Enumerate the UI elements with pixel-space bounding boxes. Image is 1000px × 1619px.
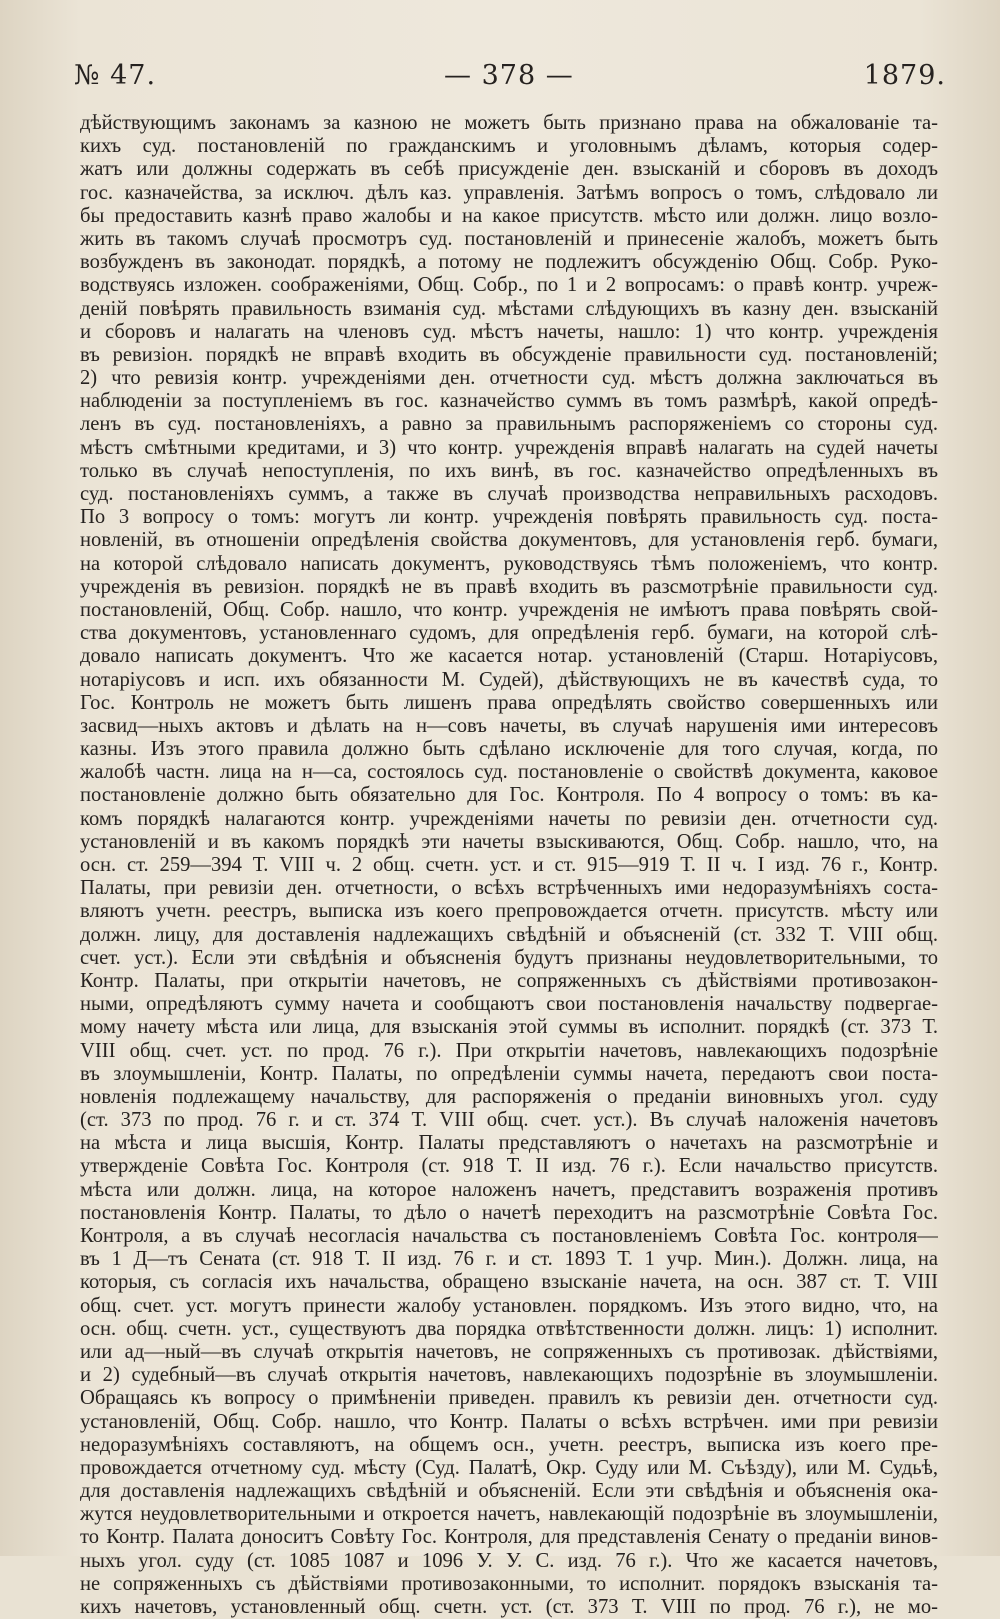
text-line: вляютъ учетн. реестръ, выписка изъ коего препровождается отчетн. присутств. мѣсту или: [80, 900, 938, 923]
text-line: установленій и въ какомъ порядкѣ эти начеты взыскиваются, Общ. Собр. нашло, что, на: [80, 830, 938, 853]
text-line: кихъ суд. постановленій по гражданскимъ и уголовнымъ дѣламъ, которыя содер-: [80, 135, 938, 158]
text-line: нотаріусовъ и исп. ихъ обязанности М. Судей), дѣйствующихъ не въ качествѣ суда, то: [80, 668, 938, 691]
body-text: [80, 112, 938, 1619]
text-line: то Контр. Палата доноситъ Совѣту Гос. Контроля, для представленія Сенату о преданіи винов-: [80, 1526, 938, 1549]
text-line: дѣйствующимъ законамъ за казною не можетъ быть признано права на обжалованіе та-: [80, 112, 938, 134]
text-line: постановленій, Общ. Собр. нашло, что контр. учрежденія не имѣютъ права повѣрять свой-: [80, 598, 938, 621]
text-line: установленій, Общ. Собр. нашло, что Контр. Палаты о всѣхъ встрѣчен. ими при ревизіи: [80, 1410, 938, 1433]
text-line: которыя, съ согласія ихъ начальства, обращено взысканіе начета, на осн. 387 ст. Т. VIII: [80, 1271, 938, 1294]
text-line: жутся неудовлетворительными и откроется начетъ, навлекающій подозрѣніе въ злоумышленіи,: [80, 1503, 938, 1526]
text-line: Обращаясь къ вопросу о примѣненіи приведен. правилъ къ ревизіи ден. отчетности суд.: [80, 1387, 938, 1410]
text-line: Палаты, при ревизіи ден. отчетности, о всѣхъ встрѣченныхъ ими недоразумѣніяхъ соста-: [80, 877, 938, 900]
text-line: мѣстъ смѣтными кредитами, и 3) что контр. учрежденія вправѣ налагать на судей начеты: [80, 436, 938, 459]
text-line: ленъ въ суд. постановленіяхъ, а равно за правильнымъ распоряженіемъ со стороны суд.: [80, 413, 938, 436]
text-line: суд. постановленіяхъ суммъ, а также въ случаѣ производства неправильныхъ расходовъ.: [80, 483, 938, 505]
text-line: провождается отчетному суд. мѣсту (Суд. Палатѣ, Окр. Суду или М. Съѣзду), или М. Судьѣ,: [80, 1456, 938, 1479]
text-line: учрежденія въ ревизіон. порядкѣ не въ правѣ входить въ разсмотрѣніе правильности суд.: [80, 575, 938, 598]
text-line: комъ порядкѣ налагаются контр. учрежденіями начеты по ревизіи ден. отчетности суд.: [80, 807, 938, 830]
text-line: засвид—ныхъ актовъ и дѣлать на н—совъ начеты, въ случаѣ нарушенія ими интересовъ: [80, 714, 938, 737]
text-line: не сопряженныхъ съ дѣйствіями противозаконными, то исполнит. порядокъ взысканія та-: [80, 1572, 938, 1595]
text-line: казны. Изъ этого правила должно быть сдѣлано исключеніе для того случая, когда, по: [80, 738, 938, 761]
text-line: (ст. 373 по прод. 76 г. и ст. 374 Т. VIII общ. счет. уст.). Въ случаѣ наложенія начетовъ: [80, 1109, 938, 1132]
text-line: Контроля, а въ случаѣ несогласія начальства съ постановленіемъ Совѣта Гос. контроля—: [80, 1225, 938, 1247]
text-line: осн. ст. 259—394 Т. VIII ч. 2 общ. счетн. уст. и ст. 915—919 Т. II ч. I изд. 76 г., Контр.: [80, 854, 938, 876]
text-line: осн. общ. счетн. уст., существуютъ два порядка отвѣтственности должн. лицъ: 1) исполнит.: [80, 1317, 938, 1340]
text-line: новленій, въ отношеніи опредѣленія свойства документовъ, для установленія герб. бумаги,: [80, 529, 938, 552]
text-line: кихъ начетовъ, установленный общ. счетн. уст. (ст. 373 Т. VIII по прод. 76 г.), не мо-: [80, 1596, 938, 1618]
text-line: жить въ такомъ случаѣ просмотръ суд. постановленій и принесеніе жалобъ, можетъ быть: [80, 227, 938, 250]
text-line: гос. казначейства, за исключ. дѣлъ каз. управленія. Затѣмъ вопросъ о томъ, слѣдовало ли: [80, 181, 938, 204]
text-line: деній повѣрять правильность взиманія суд. мѣстами слѣдующихъ въ казну ден. взысканій: [80, 297, 938, 320]
text-line: Гос. Контроль не можетъ быть лишенъ права опредѣлять свойство совершенныхъ или: [80, 691, 938, 714]
text-line: и 2) судебный—въ случаѣ открытія начетовъ, навлекающихъ подозрѣніе въ злоумышленіи.: [80, 1364, 938, 1387]
text-line: ства документовъ, установленнаго судомъ, для опредѣленія герб. бумаги, на которой слѣ-: [80, 622, 938, 645]
text-line: на мѣста и лица высшія, Контр. Палаты представляютъ о начетахъ на разсмотрѣніе и: [80, 1132, 938, 1155]
text-line: Контр. Палаты, при открытіи начетовъ, не сопряженныхъ съ дѣйствіями противозакон-: [80, 969, 938, 992]
text-line: на которой слѣдовало написать документъ, руководствуясь тѣмъ положеніемъ, что контр.: [80, 552, 938, 575]
issue-number: № 47.: [74, 60, 157, 91]
text-line: утвержденіе Совѣта Гос. Контроля (ст. 918 Т. II изд. 76 г.). Если начальство присутств.: [80, 1155, 938, 1178]
text-line: мѣста или должн. лица, на которое наложенъ начетъ, представитъ возраженія противъ: [80, 1178, 938, 1201]
text-line: бы предоставить казнѣ право жалобы и на какое присутств. мѣсто или должн. лицо возло-: [80, 204, 938, 227]
text-line: въ злоумышленіи, Контр. Палаты, по опредѣленіи суммы начета, передаютъ свои поста-: [80, 1062, 938, 1085]
text-line: постановленія Контр. Палаты, то дѣло о начетѣ переходитъ на разсмотрѣніе Совѣта Гос.: [80, 1201, 938, 1224]
text-line: 2) что ревизія контр. учрежденіями ден. отчетности суд. мѣстъ должна заключаться въ: [80, 367, 938, 390]
text-line: По 3 вопросу о томъ: могутъ ли контр. учрежденія повѣрять правильность суд. поста-: [80, 506, 938, 529]
text-line: въ 1 Д—тъ Сената (ст. 918 Т. II изд. 76 г. и ст. 1893 Т. 1 учр. Мин.). Должн. лица, на: [80, 1248, 938, 1271]
text-line: въ ревизіон. порядкѣ не вправѣ входить въ обсужденіе правильности суд. постановленій;: [80, 343, 938, 366]
text-line: довало написать документъ. Что же касается нотар. установленій (Старш. Нотаріусовъ,: [80, 645, 938, 668]
text-line: возбужденъ въ законодат. порядкѣ, а потому не подлежитъ обсужденію Общ. Собр. Руко-: [80, 251, 938, 274]
text-line: ныхъ угол. суду (ст. 1085 1087 и 1096 У. У. С. изд. 76 г.). Что же касается начетовъ,: [80, 1549, 938, 1572]
text-line: должн. лицу, для доставленія надлежащихъ свѣдѣній и объясненій (ст. 332 Т. VIII общ.: [80, 923, 938, 946]
text-line: постановленіе должно быть обязательно для Гос. Контроля. По 4 вопросу о томъ: въ ка-: [80, 784, 938, 807]
text-line: для доставленія надлежащихъ свѣдѣній и объясненій. Если эти свѣдѣнія и объясненія ока-: [80, 1480, 938, 1503]
text-line: ными, опредѣляютъ сумму начета и сообщаютъ свои постановленія начальству подвергае-: [80, 993, 938, 1016]
page-header: [74, 60, 946, 112]
text-line: или ад—ный—въ случаѣ открытія начетовъ, не сопряженныхъ съ противозак. дѣйствіями,: [80, 1340, 938, 1363]
text-line: общ. счет. уст. могутъ принести жалобу установлен. порядкомъ. Изъ этого видно, что, на: [80, 1294, 938, 1317]
text-line: водствуясь изложен. соображеніями, Общ. Собр., по 1 и 2 вопросамъ: о правѣ контр. учреж-: [80, 274, 938, 297]
text-line: недоразумѣніяхъ составляютъ, на общемъ осн., учетн. реестръ, выписка изъ коего пре-: [80, 1433, 938, 1456]
text-line: новленія подлежащему начальству, для распоряженія о преданіи виновныхъ угол. суду: [80, 1085, 938, 1108]
text-line: мому начету мѣста или лица, для взысканія этой суммы въ исполнит. порядкѣ (ст. 373 Т.: [80, 1016, 938, 1039]
text-line: жалобѣ частн. лица на н—са, состоялось суд. постановленіе о свойствѣ документа, каковое: [80, 761, 938, 784]
year: 1879.: [863, 60, 946, 91]
text-line: наблюденіи за поступленіемъ въ гос. казначейство суммъ въ томъ размѣрѣ, какой опредѣ-: [80, 390, 938, 413]
text-line: и сборовъ и налагать на членовъ суд. мѣстъ начеты, нашло: 1) что контр. учрежденія: [80, 320, 938, 343]
text-line: только въ случаѣ непоступленія, по ихъ винѣ, въ гос. казначейство опредѣленныхъ въ: [80, 459, 938, 482]
page-number: — 378 —: [444, 60, 574, 91]
text-line: счет. уст.). Если эти свѣдѣнія и объясненія будутъ признаны неудовлетворительными, то: [80, 946, 938, 969]
text-line: VIII общ. счет. уст. по прод. 76 г.). При открытіи начетовъ, навлекающихъ подозрѣніе: [80, 1039, 938, 1062]
text-line: жатъ или должны содержать въ себѣ присужденіе ден. взысканій и сборовъ въ доходъ: [80, 158, 938, 181]
